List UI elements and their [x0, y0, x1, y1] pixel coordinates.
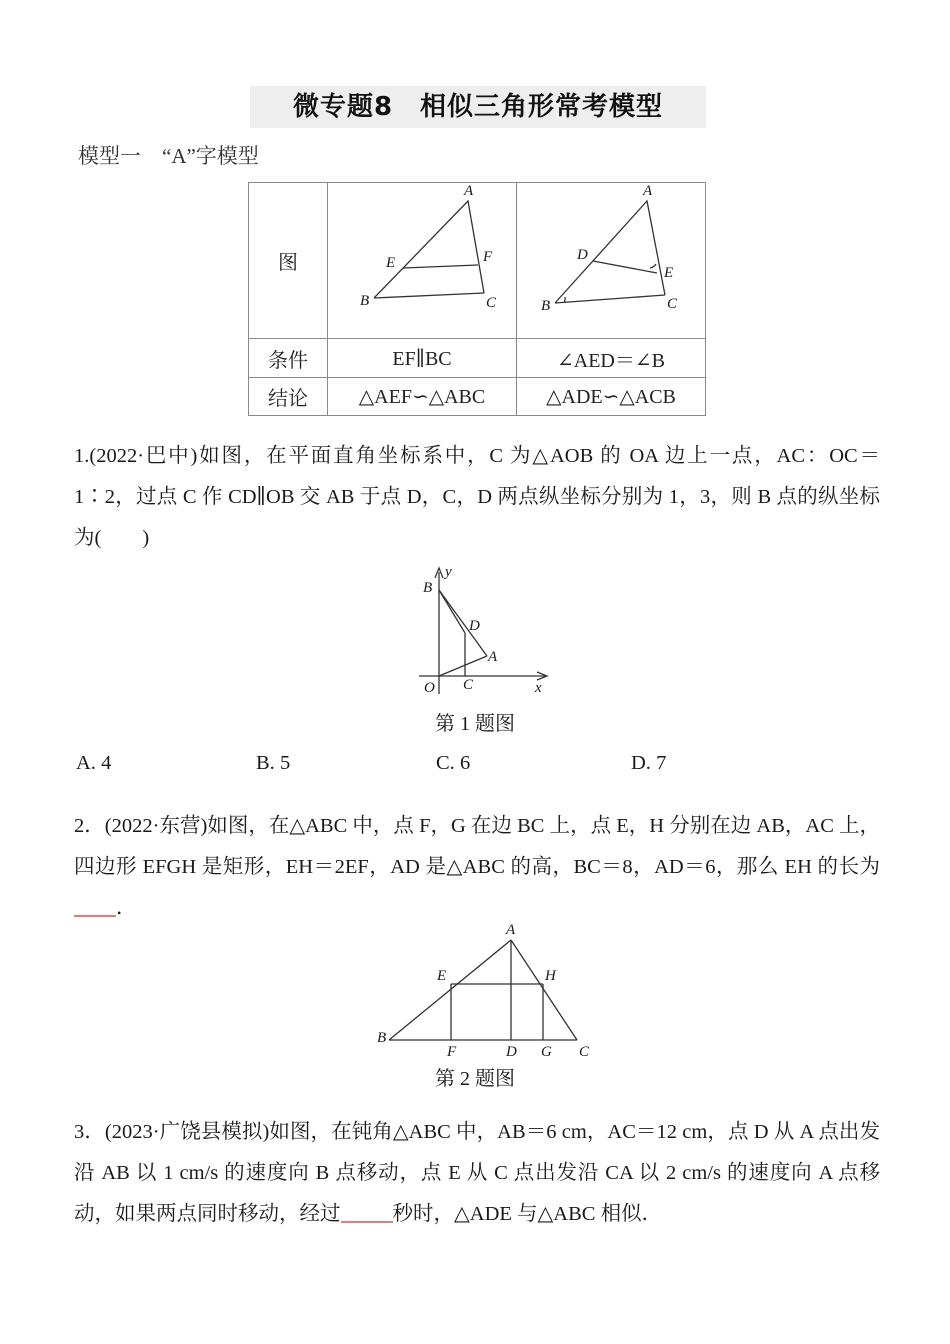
segment-oa [439, 656, 487, 676]
segment-bd [439, 590, 465, 633]
table-row-conclusion [249, 378, 706, 416]
option-b-value: 5 [279, 752, 291, 774]
diagram-triangle-ade-acb [517, 183, 705, 338]
label-y-axis: y [445, 564, 452, 580]
label-d: D [469, 618, 480, 634]
label-b: B [423, 580, 433, 596]
question-2-source: (2022·东营) [104, 815, 208, 837]
question-1-options [76, 752, 876, 775]
label-b: B [541, 298, 551, 314]
question-3-text [74, 1112, 880, 1235]
question-3-source: (2023·广饶县模拟) [104, 1121, 270, 1143]
option-a[interactable] [76, 752, 256, 775]
label-a: A [464, 183, 474, 199]
table-row-condition [249, 339, 706, 378]
segment-ac [511, 940, 577, 1040]
label-b: B [360, 293, 370, 309]
question-2-caption: 第 2 题图 [435, 1068, 515, 1090]
label-h: H [545, 968, 556, 984]
row-label-condition: 条件 [249, 339, 328, 378]
option-d-key: D. [631, 752, 651, 774]
question-1-number: 1. [74, 445, 90, 467]
model-table [248, 182, 706, 416]
option-d[interactable] [631, 752, 791, 775]
conclusion-col-1: △AEF∽△ABC [328, 378, 517, 416]
question-2-body-end: ． [116, 897, 137, 919]
question-3-number: 3． [74, 1121, 105, 1143]
label-x-axis: x [535, 680, 542, 696]
label-a: A [488, 649, 498, 665]
question-3-answer-blank[interactable] [341, 1221, 393, 1223]
angle-mark-b [564, 297, 565, 303]
option-b[interactable] [256, 752, 436, 775]
segment-ba [389, 940, 511, 1040]
segment-de [593, 261, 657, 273]
segment-bc [374, 293, 484, 298]
question-1-source: (2022·巴中) [89, 445, 198, 467]
diagram-coordinate-aob [395, 556, 555, 704]
label-g: G [541, 1044, 552, 1060]
diagram-triangle-aef-abc [328, 183, 516, 338]
question-2-text [74, 806, 880, 929]
label-f: F [447, 1044, 457, 1060]
condition-col-1: EF∥BC [328, 339, 517, 378]
option-b-key: B. [256, 752, 275, 774]
diagram-rectangle-in-triangle [375, 918, 605, 1060]
option-a-value: 4 [101, 752, 112, 774]
label-e: E [437, 968, 447, 984]
question-1-body: 如图，在平面直角坐标系中，C 为△AOB 的 OA 边上一点，AC：OC＝1∶2，过点 C 作 CD∥OB 交 AB 于点 D，C，D 两点纵坐标分别为 1，3，则 B 点的纵坐标为( ) [74, 445, 880, 549]
figure-cell-a-model-parallel [328, 183, 517, 339]
table-row-figure [249, 183, 706, 339]
label-c: C [579, 1044, 590, 1060]
question-2-number: 2． [74, 815, 105, 837]
option-c[interactable] [436, 752, 631, 775]
label-a: A [506, 922, 516, 938]
angle-mark-e [650, 264, 656, 268]
question-2-body: 如图，在△ABC 中，点 F，G 在边 BC 上，点 E，H 分别在边 AB，AC 上，四边形 EFGH 是矩形，EH＝2EF，AD 是△ABC 的高，BC＝8，AD＝6，那么 EH 的长为 [74, 815, 881, 878]
row-label-conclusion: 结论 [249, 378, 328, 416]
label-c: C [667, 296, 678, 312]
question-3-body: 如图，在钝角△ABC 中，AB＝6 cm，AC＝12 cm，点 D 从 A 点出发沿 AB 以 1 cm/s 的速度向 B 点移动，点 E 从 C 点出发沿 CA 以 2 cm/s 的速度向 A 点移动，如果两点同时移动，经过 [74, 1121, 880, 1225]
label-d: D [577, 247, 588, 263]
label-e: E [664, 265, 674, 281]
figure-cell-a-model-angle [517, 183, 706, 339]
label-origin: O [424, 680, 435, 696]
model-heading: 模型一 “A”字模型 [78, 144, 259, 168]
label-d: D [506, 1044, 517, 1060]
option-c-key: C. [436, 752, 455, 774]
question-3-body-end: 秒时，△ADE 与△ABC 相似． [392, 1203, 663, 1225]
row-label-figure: 图 [249, 183, 328, 339]
page-title: 微专题8 相似三角形常考模型 [292, 92, 664, 122]
segment-ef [403, 265, 478, 268]
triangle-sides [555, 201, 665, 303]
label-c: C [463, 677, 474, 693]
question-1-figure [395, 556, 555, 709]
label-b: B [377, 1030, 387, 1046]
question-1-caption: 第 1 题图 [435, 713, 515, 735]
label-a: A [643, 183, 653, 199]
segment-bc [555, 295, 665, 303]
label-f: F [483, 249, 493, 265]
option-a-key: A. [76, 752, 96, 774]
question-2-answer-blank[interactable] [74, 915, 116, 917]
question-2-figure [375, 918, 605, 1065]
question-1-text [74, 436, 880, 559]
triangle-sides [374, 201, 484, 298]
label-e: E [386, 255, 396, 271]
option-d-value: 7 [656, 752, 667, 774]
option-c-value: 6 [459, 752, 471, 774]
label-c: C [486, 295, 497, 311]
condition-col-2: ∠AED＝∠B [517, 339, 706, 378]
conclusion-col-2: △ADE∽△ACB [517, 378, 706, 416]
